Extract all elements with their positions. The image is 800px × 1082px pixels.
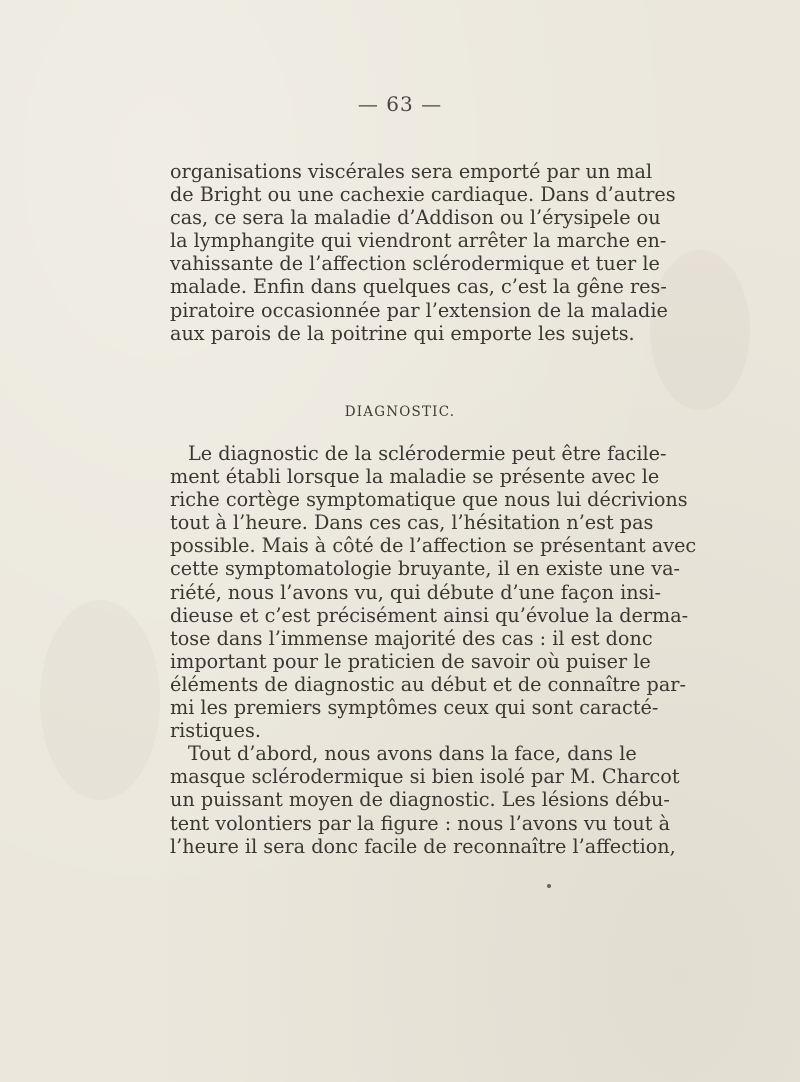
text-line: cette symptomatologie bruyante, il en existe une va- [170, 557, 681, 581]
text-line: mi les premiers symptômes ceux qui sont caracté- [170, 696, 659, 720]
text-line: tose dans l’immense majorité des cas : il est donc [170, 626, 653, 650]
text-line: riche cortège symptomatique que nous lui décrivions [170, 488, 688, 512]
text-line: un puissant moyen de diagnostic. Les lésions débu- [170, 788, 670, 812]
text-line: ristiques. [170, 719, 261, 743]
section-heading-diagnostic: DIAGNOSTIC. [344, 404, 456, 420]
text-line: aux parois de la poitrine qui emporte les sujets. [170, 321, 635, 345]
text-line: la lymphangite qui viendront arrêter la marche en- [170, 229, 667, 253]
paragraph-prognosis-end [170, 160, 676, 345]
text-line: éléments de diagnostic au début et de connaître par- [170, 672, 686, 696]
text-line: ment établi lorsque la maladie se présente avec le [170, 465, 660, 489]
text-line: riété, nous l’avons vu, qui débute d’une façon insi- [170, 580, 662, 604]
text-line: organisations viscérales sera emporté par un mal [170, 160, 653, 183]
text-line: dieuse et c’est précisément ainsi qu’évolue la derma- [170, 603, 689, 627]
paper-stain [650, 250, 750, 410]
text-line: cas, ce sera la maladie d’Addison ou l’érysipele ou [170, 206, 661, 230]
paragraph-diagnostic [170, 442, 697, 858]
ink-speck [547, 884, 551, 888]
text-line: piratoire occasionnée par l’extension de la maladie [170, 298, 668, 322]
text-line: Le diagnostic de la sclérodermie peut être facile- [188, 442, 667, 465]
text-line: de Bright ou une cachexie cardiaque. Dans d’autres [170, 183, 676, 207]
text-line: important pour le praticien de savoir où puiser le [170, 649, 651, 673]
text-line: l’heure il sera donc facile de reconnaître l’affection, [170, 834, 676, 858]
paper-stain [40, 600, 160, 800]
text-line: tent volontiers par la figure : nous l’avons vu tout à [170, 811, 671, 835]
text-line: possible. Mais à côté de l’affection se présentant avec [170, 534, 697, 558]
text-line: tout à l’heure. Dans ces cas, l’hésitation n’est pas [170, 511, 654, 535]
text-line: vahissante de l’affection sclérodermique et tuer le [170, 252, 660, 276]
text-line: malade. Enfin dans quelques cas, c’est la gêne res- [170, 275, 667, 299]
page-number: — 63 — [357, 92, 443, 116]
text-line: masque sclérodermique si bien isolé par M. Charcot [170, 765, 680, 789]
text-line: Tout d’abord, nous avons dans la face, dans le [188, 742, 637, 766]
